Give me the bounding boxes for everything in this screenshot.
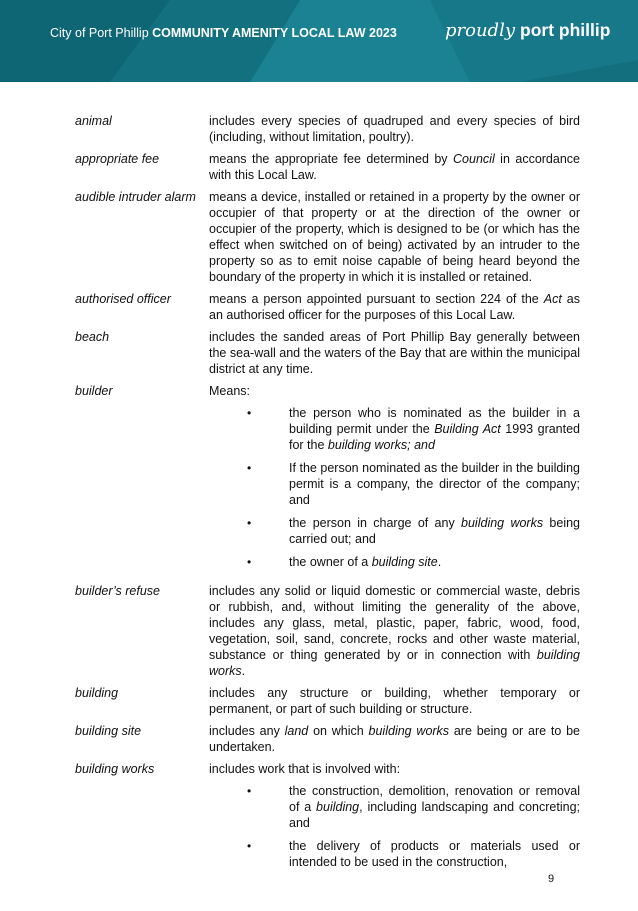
definition-text <box>209 383 580 577</box>
bullet-icon: • <box>247 406 252 420</box>
text-run: are being or are to be undertaken. <box>209 724 581 754</box>
definition-entry <box>75 291 580 323</box>
definition-text <box>209 329 580 377</box>
italic-text: Council <box>453 152 495 166</box>
title-bold: COMMUNITY AMENITY LOCAL LAW 2023 <box>152 26 397 40</box>
definition-text <box>209 291 580 323</box>
text-run: in accordance with this Local Law. <box>209 152 580 182</box>
definition-term: beach <box>75 330 110 344</box>
italic-text: building works <box>461 516 544 530</box>
definitions-list <box>75 113 580 883</box>
italic-text: building <box>316 800 360 814</box>
text-run: on which <box>308 724 369 738</box>
text-run: the owner of a <box>289 555 372 569</box>
italic-text: Act <box>543 292 562 306</box>
text-run: . <box>437 555 442 569</box>
definition-term: building works <box>75 762 155 776</box>
logo-brand: port phillip <box>520 20 611 40</box>
bullet-icon: • <box>247 839 252 853</box>
definition-text <box>209 761 580 877</box>
definition-entry <box>75 685 580 717</box>
bullet-item <box>209 405 580 453</box>
definition-entry <box>75 189 580 285</box>
document-title <box>50 26 397 40</box>
logo-script: proudly <box>445 20 516 41</box>
definition-term: building <box>75 686 119 700</box>
bullet-icon: • <box>247 516 252 530</box>
text-run: the person in charge of any <box>289 516 462 530</box>
definition-term: appropriate fee <box>75 152 160 166</box>
text-run: If the person nominated as the builder in the building permit is a company, the director of the company; and <box>289 461 580 507</box>
definition-entry <box>75 113 580 145</box>
definition-term: building site <box>75 724 142 738</box>
text-run: being carried out; and <box>289 516 580 546</box>
bullet-item <box>209 460 580 508</box>
bullet-item <box>209 515 580 547</box>
text-run: . <box>241 664 246 678</box>
text-run: includes work that is involved with: <box>209 762 401 776</box>
bullet-icon: • <box>247 461 252 475</box>
bullet-list <box>209 783 580 870</box>
text-run: , including landscaping and concreting; and <box>289 800 580 830</box>
italic-text: building works <box>209 648 580 678</box>
text-run: means a person appointed pursuant to section 224 of the <box>209 292 544 306</box>
definition-entry <box>75 383 580 577</box>
definition-text <box>209 723 580 755</box>
bullet-icon: • <box>247 784 252 798</box>
text-run: the person who is nominated as the builder in a building permit under the <box>289 406 580 436</box>
text-run: Means: <box>209 384 250 398</box>
definition-text <box>209 151 580 183</box>
definition-term: authorised officer <box>75 292 171 306</box>
header-background <box>0 0 638 82</box>
definition-entry <box>75 329 580 377</box>
text-run: 1993 granted for the <box>289 422 581 452</box>
definition-entry <box>75 151 580 183</box>
text-run: the delivery of products or materials used or intended to be used in the construction, <box>289 839 580 869</box>
definition-term: audible intruder alarm <box>75 190 196 204</box>
bullet-item <box>209 554 580 570</box>
definition-entry <box>75 723 580 755</box>
italic-text: Building Act <box>434 422 501 436</box>
italic-text: land <box>284 724 309 738</box>
page-number: 9 <box>548 873 555 885</box>
definition-text <box>209 583 580 679</box>
text-run: as an authorised officer for the purposes of this Local Law. <box>209 292 580 322</box>
bullet-item <box>209 838 580 870</box>
definition-term: builder’s refuse <box>75 584 161 598</box>
page-header <box>0 0 638 82</box>
definition-text <box>209 189 580 285</box>
definition-entry <box>75 583 580 679</box>
definition-text <box>209 685 580 717</box>
text-run: includes any structure or building, whether temporary or permanent, or part of such building or structure. <box>209 686 580 716</box>
bullet-icon: • <box>247 555 252 569</box>
text-run: includes any <box>209 724 285 738</box>
text-run: the construction, demolition, renovation or removal of a <box>289 784 580 814</box>
text-run: includes every species of quadruped and every species of bird (including, without limitation, poultry). <box>209 114 580 144</box>
proudly-port-phillip-logo <box>445 20 610 41</box>
title-prefix: City of Port Phillip <box>50 26 153 40</box>
definition-entry <box>75 761 580 877</box>
definition-term: animal <box>75 114 112 128</box>
italic-text: building site <box>371 555 438 569</box>
text-run: includes the sanded areas of Port Phillip Bay generally between the sea-wall and the waters of the Bay that are within the municipal district at any time. <box>209 330 580 376</box>
italic-text: building works <box>368 724 450 738</box>
text-run: means the appropriate fee determined by <box>209 152 454 166</box>
text-run: means a device, installed or retained in a property by the owner or occupier of that property or at the direction of the owner or occupier of the property, which is designed to be (or which has the effect when switched on of being) activated by an intruder to the property so as to emit noise capable of being heard beyond the boundary of the property in which it is installed or retained. <box>209 190 580 284</box>
italic-text: building works; and <box>327 438 435 452</box>
bullet-item <box>209 783 580 831</box>
definition-term: builder <box>75 384 113 398</box>
text-run: includes any solid or liquid domestic or commercial waste, debris or rubbish, and, without limiting the generality of the above, includes any glass, metal, plastic, paper, fabric, wood, food, vegetation, soil, sand, concrete, rocks and other waste material, substance or thing generated by or in connection with <box>209 584 580 662</box>
definition-text <box>209 113 580 145</box>
bullet-list <box>209 405 580 570</box>
